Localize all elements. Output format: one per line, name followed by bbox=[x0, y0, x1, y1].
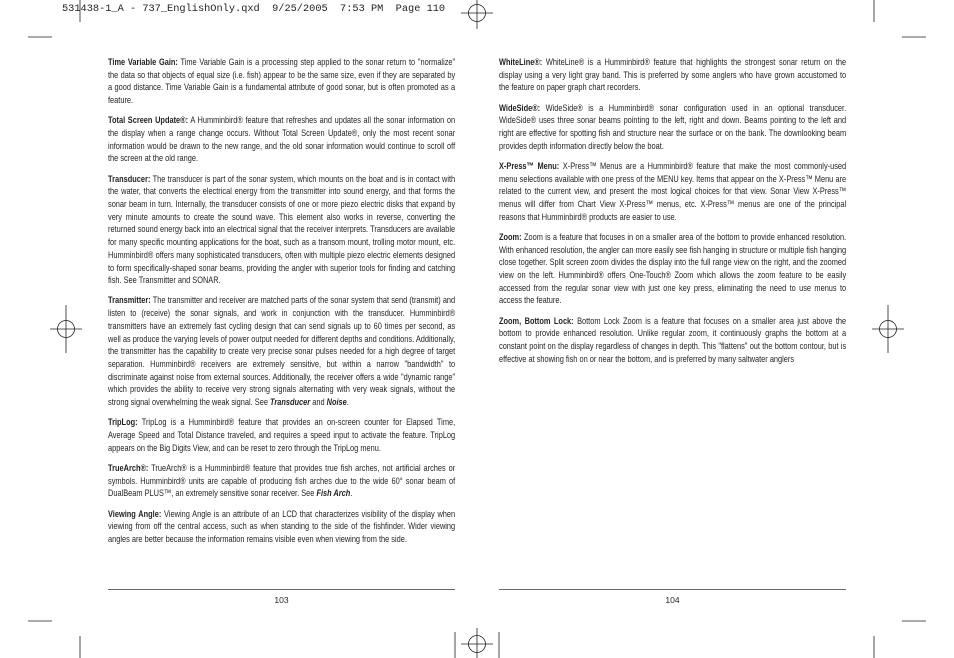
entry-definition: The transducer is part of the sonar system, which mounts on the boat and is in contact with the water, that converts the electrical energy from the transmitter into sound energy, and that forms the sonar beam in turn. Internally, the transducer consists of one or more piezo electric disks that expand by very minute amounts to create the sound wave. This element also works in reverse, converting the returned sound energy back into an electrical signal that the receiver interprets. Transducers are available for many specific mounting applications for the boat, such as a transom mount, trolling motor mount, etc. Humminbird® offers many sophisticated transducers, often with multiple piezo electric elements designed to form specifically-shaped sonar beams, providing the angler with superior tools for finding and catching fish. See Transmitter and SONAR. bbox=[108, 172, 456, 286]
glossary-entry-transmitter bbox=[108, 294, 455, 408]
see-also-reference: Noise bbox=[326, 396, 347, 408]
see-also-reference: Fish Arch bbox=[316, 487, 351, 499]
entry-definition: Zoom is a feature that focuses in on a smaller area of the bottom to provide enhanced resolution. With enhanced resolution, the angler can more easily see fish hanging in structure or multiple fish hanging close together. Split screen zoom divides the display into the full range view on the right, and the zoomed view on the left. Humminbird® offers One-Touch® Zoom which allows the zoom feature to be easily accessed from the regular sonar view with just one key press, eliminating the need to use menus to access the feature. bbox=[499, 230, 847, 306]
entry-term: Transducer: bbox=[108, 172, 151, 184]
glossary-entry-zoom-bottom-lock bbox=[499, 315, 846, 366]
entry-term: Time Variable Gain: bbox=[108, 56, 178, 67]
entry-definition: Bottom Lock Zoom is a feature that focuses on a smaller area just above the bottom to provide enhanced resolution. Unlike regular zoom, it continuously graphs the bottom at a constant point on the display regardless of changes in depth. This "flattens" out the bottom contour, but is effective at showing fish on or near the bottom, and is preferred by many saltwater anglers bbox=[499, 314, 847, 364]
glossary-entry-triplog bbox=[108, 416, 455, 454]
entry-term: WideSide®: bbox=[499, 101, 541, 113]
glossary-entry-truearch bbox=[108, 462, 455, 500]
entry-term: Zoom: bbox=[499, 230, 522, 242]
entry-term: TrueArch®: bbox=[108, 461, 149, 473]
entry-definition: WideSide® is a Humminbird® sonar configuration used in an optional transducer. WideSide® uses three sonar beams pointing to the left, right and down. Beams pointing to the left and right are effective for spotting fish and structure near the surface or on the bank. The downlooking beam provides depth information directly below the boat. bbox=[499, 101, 847, 151]
crop-mark-bottom-right bbox=[874, 621, 926, 658]
page-number-right: 104 bbox=[665, 595, 680, 605]
see-also-joiner: and bbox=[310, 396, 327, 408]
entry-definition: Viewing Angle is an attribute of an LCD that characterizes visibility of the display when viewing from off the central access, such as when standing to the side of the fishfinder. Wider viewing angles are better because the information remains visible even when viewing from the side. bbox=[108, 507, 456, 544]
glossary-entry-wideside bbox=[499, 102, 846, 153]
entry-definition: The transmitter and receiver are matched parts of the sonar system that send (transmit) and listen to (receive) the sonar signals, and work in conjunction with the transducer. Humminbird® transmitters have an extremely fast cycling design that can send signals up to 60 times per second, as well as produce the varying levels of power output needed for different depths and conditions. Additionally, the transmitter has the capability to create very precise sonar pulses needed for a high degree of target separation. Humminbird® receivers are extremely sensitive, but within a narrow "bandwidth" to discriminate against noise from external sources. Additionally, the receiver offers a wide "dynamic range" which provides the ability to receive very strong signals alternating with very weak signals, without the strong signal overwhelming the weak signal. See bbox=[108, 294, 456, 408]
footer-divider-right bbox=[499, 589, 846, 590]
glossary-entry-transducer bbox=[108, 173, 455, 287]
glossary-entry-time-variable-gain bbox=[108, 56, 455, 107]
entry-term: X-Press™ Menu: bbox=[499, 159, 560, 171]
glossary-entry-x-press-menu bbox=[499, 160, 846, 224]
registration-mark-icon bbox=[872, 305, 904, 353]
entry-definition: X-Press™ Menus are a Humminbird® feature that make the most commonly-used menu selections available with one press of the MENU key. Items that appear on the X-Press™ Menu are related to the current view, and present the most logical choices for that view. Sonar View X-Press™ menus will differ from Chart View X-Press™ menus, etc. X-Press™ menus are one of the principal reasons that Humminbird® products are easier to use. bbox=[499, 159, 847, 222]
entry-definition: A Humminbird® feature that refreshes and updates all the sonar information on the display when a range change occurs. Without Total Screen Update®, only the most recent sonar information would be drawn to the new range, and the old sonar information would continue to scroll off the screen at the old range. bbox=[108, 114, 456, 164]
page-number-left: 103 bbox=[274, 595, 289, 605]
glossary-entry-total-screen-update bbox=[108, 114, 455, 165]
see-also-reference: Transducer bbox=[270, 396, 311, 408]
left-page-column bbox=[108, 56, 455, 553]
registration-mark-icon bbox=[50, 305, 82, 353]
see-also-end: . bbox=[350, 487, 353, 499]
registration-mark-icon bbox=[461, 628, 493, 658]
glossary-entry-zoom bbox=[499, 231, 846, 307]
entry-definition: Time Variable Gain is a processing step applied to the sonar return to "normalize" the data so that objects of equal size (i.e. fish) appear to be the same size, even if they are separated by a good distance. Time Variable Gain is a fundamental attribute of good sonar, but is often promoted as a feature. bbox=[108, 56, 456, 106]
see-also-end: . bbox=[346, 396, 349, 408]
right-page-column bbox=[499, 56, 846, 373]
entry-term: WhiteLine®: bbox=[499, 56, 543, 67]
glossary-entry-whiteline bbox=[499, 56, 846, 94]
entry-definition: TrueArch® is a Humminbird® feature that provides true fish arches, not artificial arches or symbols. Humminbird® units are capable of producing fish arches due to the wide 60° sonar beam of DualBeam PLUS™, an extremely sensitive sonar receiver. See bbox=[108, 461, 456, 499]
file-slug-line: 531438-1_A - 737_EnglishOnly.qxd 9/25/2005 7:53 PM Page 110 bbox=[62, 3, 446, 15]
registration-mark-icon bbox=[461, 0, 493, 29]
entry-definition: WhiteLine® is a Humminbird® feature that highlights the strongest sonar return on the display using a very light gray band. This is preferred by some anglers who have grown accustomed to the feature on paper graph chart recorders. bbox=[499, 56, 847, 93]
entry-term: Viewing Angle: bbox=[108, 507, 162, 519]
entry-term: Total Screen Update®: bbox=[108, 114, 189, 126]
footer-divider-left bbox=[108, 589, 455, 590]
crop-mark-top-right bbox=[874, 0, 926, 37]
entry-term: TripLog: bbox=[108, 416, 138, 428]
entry-term: Transmitter: bbox=[108, 294, 151, 306]
crop-mark-bottom-left bbox=[28, 621, 80, 658]
entry-term: Zoom, Bottom Lock: bbox=[499, 314, 574, 326]
glossary-entry-viewing-angle bbox=[108, 508, 455, 546]
entry-definition: TripLog is a Humminbird® feature that provides an on-screen counter for Elapsed Time, Average Speed and Total Distance traveled, and requires a speed input to activate the feature. TripLog appears on the Big Digits View, and can be reset to zero through the TripLog menu. bbox=[108, 416, 456, 453]
